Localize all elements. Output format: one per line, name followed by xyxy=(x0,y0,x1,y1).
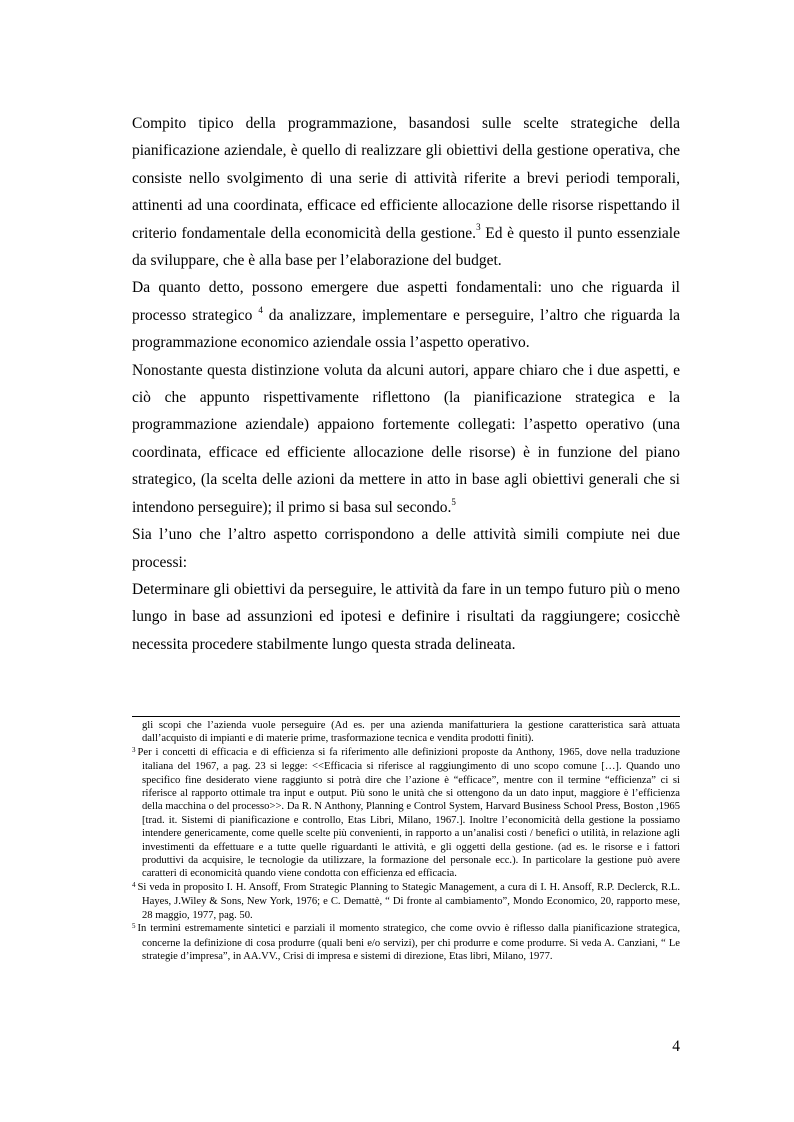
footnote-3 xyxy=(132,746,680,881)
footnote-number: 5 xyxy=(132,922,136,931)
footnote-ref-5[interactable]: 5 xyxy=(451,496,456,507)
paragraph-4: Sia l’uno che l’altro aspetto corrispondono a delle attività simili compiute nei due processi: xyxy=(132,526,680,571)
footnote-4 xyxy=(132,881,680,922)
paragraph-1: Compito tipico della programmazione, basandosi sulle scelte strategiche della pianificazione aziendale, è quello di realizzare gli obiettivi della gestione operativa, che consiste nello svolgimento di una serie di attività riferite a brevi periodi temporali, attinenti ad una coordinata, efficace ed efficiente allocazione delle risorse rispettando il criterio fondamentale della economicità della gestione.$^3$ Ed è questo il punto essenziale da sviluppare, che è alla base per l’elaborazione del budget. xyxy=(132,115,680,270)
footnote-continued: gli scopi che l’azienda vuole perseguire (Ad es. per una azienda manifatturiera la gestione caratteristica sarà attuata dall’acquisto di impianti e di materie prime, trasformazione tecnica e vendita prodotti finiti). xyxy=(142,720,680,745)
footnote-ref-3[interactable]: 3 xyxy=(476,222,481,233)
footnote-number: 4 xyxy=(132,880,136,889)
footnote-text: In termini estremamente sintetici e parziali il momento strategico, che come ovvio è riflesso dalla pianificazione strategica, concerne la definizione di cosa produrre (quali beni e/o servizi), per chi produrre e come produrre. Si veda A. Canziani, “ Le strategie d’impresa”, in AA.VV., Crisi di impresa e sistemi di direzione, Etas libri, Milano, 1977. xyxy=(137,923,680,962)
footnote-number: 3 xyxy=(132,745,136,754)
footnotes xyxy=(132,719,680,963)
footnote-divider xyxy=(132,716,680,717)
page-number: 4 xyxy=(672,1038,680,1055)
footnote-text: Si veda in proposito I. H. Ansoff, From Strategic Planning to Stategic Management, a cura di I. H. Ansoff, R.P. Declerck, R.L. Hayes, J.Wiley & Sons, New York, 1976; e C. Demattè, “ Di fronte al cambiamento”, Mondo Economico, 20, rapporto mese, 28 maggio, 1977, pag. 50. xyxy=(137,881,680,921)
footnote-ref-4[interactable]: 4 xyxy=(258,304,263,315)
footnote-5 xyxy=(132,922,680,963)
footnote-text: Per i concetti di efficacia e di efficienza si fa riferimento alle definizioni proposte da Anthony, 1965, dove nella traduzione italiana del 1967, a pag. 23 si legge: <<Efficacia si riferisce al raggiungimento di uno scopo comune […]. Quando uno specifico fine desiderato viene raggiunto si potrà dire che l’azione è “efficace”, mentre con il termine “efficienza” ci si riferisce al rapporto ottimale tra input e output. Più sono le unità che si ottengono da un dato input, maggiore è l’efficienza della macchina o del processo>>. Da R. N Anthony, Planning e Control System, Harvard Business School Press, Boston ,1965 [trad. it. Sistemi di pianificazione e controllo, Etas Libri, Milano, 1967.]. Inoltre l’economicità della gestione la possiamo intendere genericamente, come quelle scelte più convenienti, in rapporto a un’analisi costi / benefici o utilità, in relazione agli investimenti da effettuare e a tutte quelle riguardanti le attività, e gli oggetti della gestione. (ad es. le risorse e i fattori produttivi da acquisire, le tecnologie da utilizzare, la formazione del personale ecc.). In particolare la gestione può avere caratteri di economicità quando viene condotta con efficienza ed efficacia. xyxy=(137,746,680,880)
body-text xyxy=(132,110,680,658)
paragraph-2: Da quanto detto, possono emergere due aspetti fondamentali: uno che riguarda il processo strategico $^4$ da analizzare, implementare e perseguire, l’altro che riguarda la programmazione economico aziendale ossia l’aspetto operativo. xyxy=(132,279,680,352)
paragraph-5: Determinare gli obiettivi da perseguire, le attività da fare in un tempo futuro più o meno lungo in base ad assunzioni ed ipotesi e definire i risultati da raggiungere; cosicchè necessita procedere stabilmente lungo questa strada delineata. xyxy=(132,580,680,653)
paragraph-3: Nonostante questa distinzione voluta da alcuni autori, appare chiaro che i due aspetti, e ciò che appunto rispettivamente riflettono (la pianificazione strategica e la programmazione aziendale) appaiono fortemente collegati: l’aspetto operativo (una coordinata, efficace ed efficiente allocazione delle risorse) è in funzione del piano strategico, (la scelta delle azioni da mettere in atto in base agli obiettivi generali che si intendono perseguire); il primo si basa sul secondo.$^5$ xyxy=(132,361,680,516)
